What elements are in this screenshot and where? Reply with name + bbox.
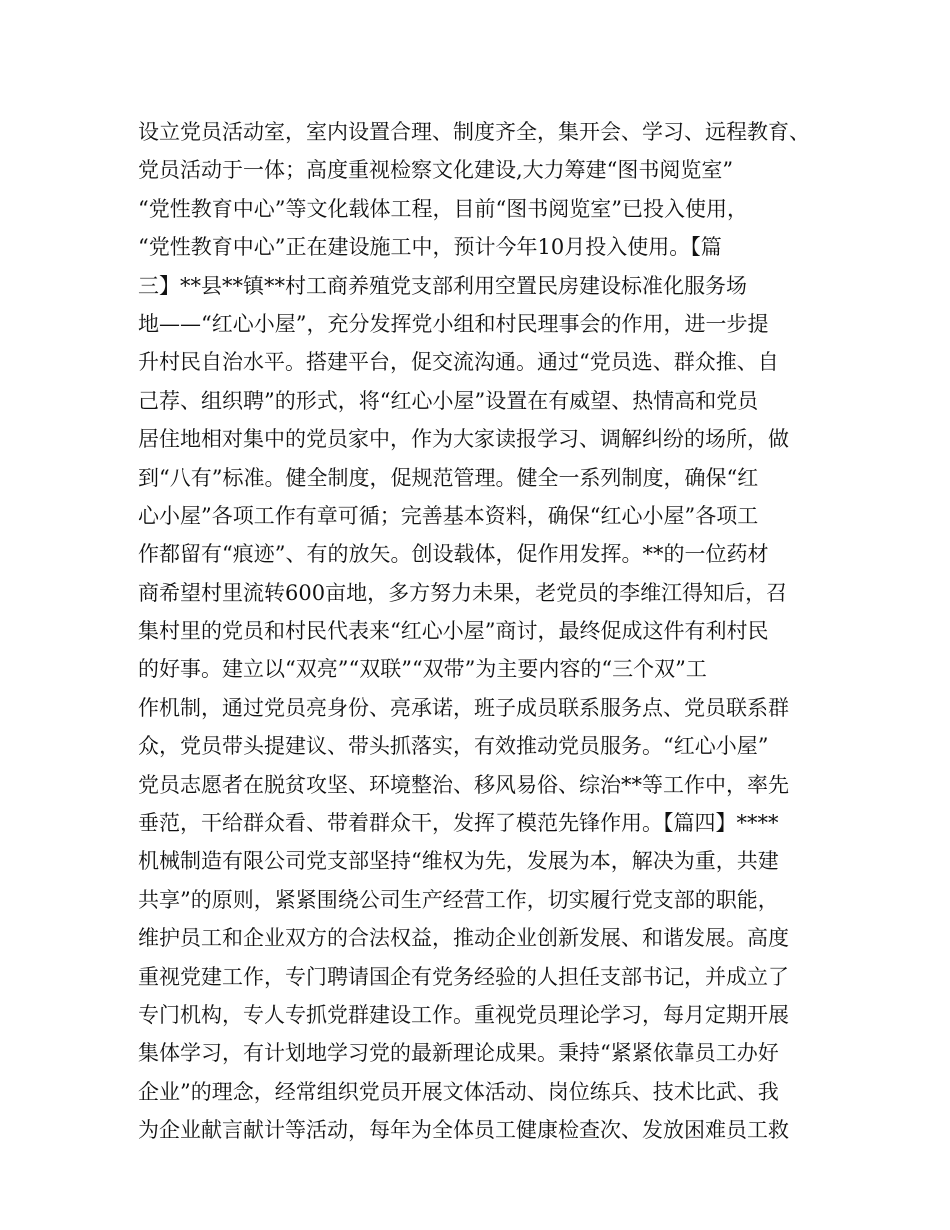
text-line: “党性教育中心”正在建设施工中，预计今年10月投入使用。【篇 <box>138 235 722 260</box>
text-line: 集体学习，有计划地学习党的最新理论成果。秉持“紧紧依靠员工办好 <box>138 1041 779 1066</box>
text-line: 己荐、组织聘”的形式，将“红心小屋”设置在有威望、热情高和党员 <box>138 388 759 413</box>
text-line: 的好事。建立以“双亮”“双联”“双带”为主要内容的“三个双”工 <box>138 657 707 682</box>
text-line: 机械制造有限公司党支部坚持“维权为先，发展为本，解决为重，共建 <box>138 849 779 874</box>
text-line: 设立党员活动室，室内设置合理、制度齐全，集开会、学习、远程教育、 <box>138 120 810 144</box>
text-line: 地——“红心小屋”，充分发挥党小组和村民理事会的作用，进一步提 <box>138 311 769 336</box>
text-line: 作都留有“痕迹”、有的放矢。创设载体，促作用发挥。**的一位药材 <box>138 542 769 567</box>
text-line: 专门机构，专人专抓党群建设工作。重视党员理论学习，每月定期开展 <box>138 1002 789 1027</box>
text-line: 众，党员带头提建议、带头抓落实，有效推动党员服务。“红心小屋” <box>138 734 769 759</box>
text-line: 企业”的理念，经常组织党员开展文体活动、岗位练兵、技术比武、我 <box>138 1079 779 1104</box>
text-line: 三】**县**镇**村工商养殖党支部利用空置民房建设标准化服务场 <box>138 273 747 298</box>
text-line: 垂范，干给群众看、带着群众干，发挥了模范先锋作用。【篇四】**** <box>138 811 779 836</box>
text-line: 共享”的原则，紧紧围绕公司生产经营工作，切实履行党支部的职能， <box>138 887 779 912</box>
text-line: 维护员工和企业双方的合法权益，推动企业创新发展、和谐发展。高度 <box>138 926 789 951</box>
text-line: 党员志愿者在脱贫攻坚、环境整治、移风易俗、综治**等工作中，率先 <box>138 772 789 797</box>
text-line: 重视党建工作，专门聘请国企有党务经验的人担任支部书记，并成立了 <box>138 964 789 989</box>
text-line: 党员活动于一体；高度重视检察文化建设,大力筹建“图书阅览室” <box>138 158 734 183</box>
text-line: “党性教育中心”等文化载体工程，目前“图书阅览室”已投入使用， <box>138 196 748 221</box>
text-line: 居住地相对集中的党员家中，作为大家读报学习、调解纠纷的场所，做 <box>138 427 789 452</box>
body-text <box>138 113 818 1150</box>
text-line: 升村民自治水平。搭建平台，促交流沟通。通过“党员选、群众推、自 <box>138 350 779 375</box>
text-line: 商希望村里流转600亩地，多方努力未果，老党员的李维江得知后，召 <box>138 580 788 605</box>
text-line: 作机制，通过党员亮身份、亮承诺，班子成员联系服务点、党员联系群 <box>138 695 789 720</box>
text-line: 集村里的党员和村民代表来“红心小屋”商讨，最终促成这件有利村民 <box>138 619 769 644</box>
text-line: 心小屋”各项工作有章可循；完善基本资料，确保“红心小屋”各项工 <box>138 503 759 528</box>
text-line: 到“八有”标准。健全制度，促规范管理。健全一系列制度，确保“红 <box>138 465 759 490</box>
text-line: 为企业献言献计等活动，每年为全体员工健康检查次、发放困难员工救 <box>138 1118 789 1143</box>
